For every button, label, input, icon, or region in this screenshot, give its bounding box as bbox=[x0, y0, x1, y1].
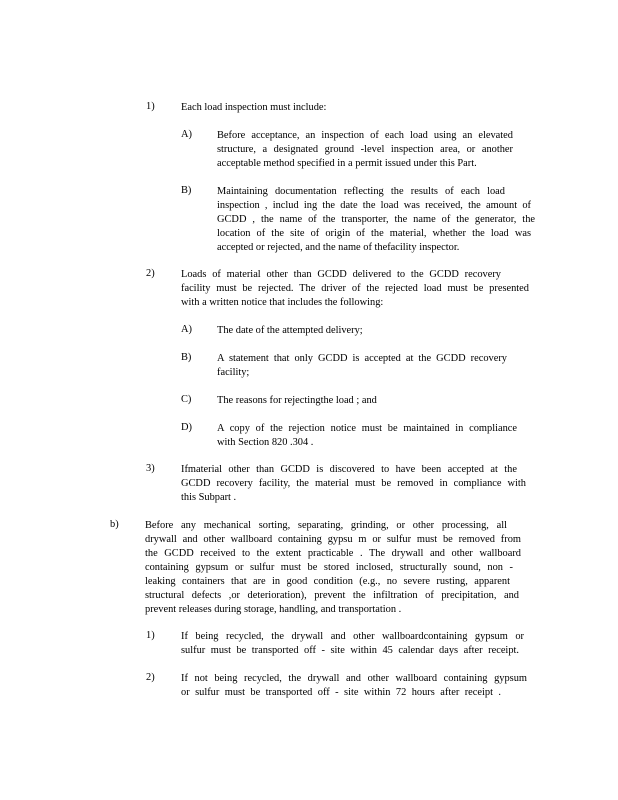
text-line: A statement that only GCDD is accepted at the GCDD recovery bbox=[217, 353, 507, 364]
item-label-1: 1) bbox=[146, 101, 155, 112]
text-line: Before acceptance, an inspection of each load using an elevated bbox=[217, 130, 513, 141]
text-line: location of the site of origin of the material, whether the load was bbox=[217, 228, 531, 239]
text-line: acceptable method specified in a permit issued under this Part. bbox=[217, 158, 477, 169]
text-line: If not being recycled, the drywall and other wallboard containing gypsum bbox=[181, 673, 527, 684]
text-line: GCDD recovery facility, the material must be removed in compliance with bbox=[181, 478, 526, 489]
text-line: The date of the attempted delivery; bbox=[217, 325, 363, 336]
text-line: sulfur must be transported off - site within 45 calendar days after receipt. bbox=[181, 645, 519, 656]
item-label-2: 2) bbox=[146, 268, 155, 279]
part-b-item-label-1: 1) bbox=[146, 630, 155, 641]
text-line: Maintaining documentation reflecting the results of each load bbox=[217, 186, 505, 197]
text-line: structural defects ,or deterioration), prevent the infiltration of precipitation, and bbox=[145, 590, 519, 601]
subitem-2a-text bbox=[217, 324, 517, 338]
text-line: with Section 820 .304 . bbox=[217, 437, 314, 448]
item-3-text bbox=[181, 463, 526, 505]
text-line: Loads of material other than GCDD delivered to the GCDD recovery bbox=[181, 269, 501, 280]
part-b-item-2-text bbox=[181, 672, 527, 700]
text-line: If being recycled, the drywall and other wallboardcontaining gypsum or bbox=[181, 631, 524, 642]
text-line: prevent releases during storage, handling, and transportation . bbox=[145, 604, 402, 615]
subitem-label-2c: C) bbox=[181, 394, 192, 405]
item-1-text bbox=[181, 101, 531, 115]
text-line: the GCDD received to the extent practicable . The drywall and other wallboard bbox=[145, 548, 521, 559]
subitem-2c-text bbox=[217, 394, 517, 408]
subitem-label-2a: A) bbox=[181, 324, 192, 335]
subitem-label-2d: D) bbox=[181, 422, 192, 433]
text-line: accepted or rejected, and the name of thefacility inspector. bbox=[217, 242, 460, 253]
text-line: A copy of the rejection notice must be maintained in compliance bbox=[217, 423, 517, 434]
subitem-1a-text bbox=[217, 129, 513, 171]
text-line: inspection , includ ing the date the load was received, the amount of bbox=[217, 200, 531, 211]
subitem-label-1b: B) bbox=[181, 185, 192, 196]
text-line: Before any mechanical sorting, separating, grinding, or other processing, all bbox=[145, 520, 507, 531]
part-label-b: b) bbox=[110, 519, 119, 530]
subitem-2d-text bbox=[217, 422, 517, 450]
text-line: GCDD , the name of the transporter, the name of the generator, the bbox=[217, 214, 535, 225]
text-line: with a written notice that includes the following: bbox=[181, 297, 384, 308]
text-line: The reasons for rejectingthe load ; and bbox=[217, 395, 377, 406]
text-line: Each load inspection must include: bbox=[181, 102, 327, 113]
text-line: this Subpart . bbox=[181, 492, 237, 503]
text-line: facility; bbox=[217, 367, 250, 378]
part-b-item-label-2: 2) bbox=[146, 672, 155, 683]
item-label-3: 3) bbox=[146, 463, 155, 474]
text-line: drywall and other wallboard containing gypsu m or sulfur must be removed from bbox=[145, 534, 521, 545]
text-line: facility must be rejected. The driver of the rejected load must be presented bbox=[181, 283, 529, 294]
subitem-label-1a: A) bbox=[181, 129, 192, 140]
subitem-label-2b: B) bbox=[181, 352, 192, 363]
text-line: Ifmaterial other than GCDD is discovered to have been accepted at the bbox=[181, 464, 517, 475]
subitem-2b-text bbox=[217, 352, 507, 380]
text-line: or sulfur must be transported off - site within 72 hours after receipt . bbox=[181, 687, 501, 698]
text-line: structure, a designated ground -level inspection area, or another bbox=[217, 144, 513, 155]
text-line: containing gypsum or sulfur must be stored inclosed, structurally sound, non - bbox=[145, 562, 513, 573]
text-line: leaking containers that are in good condition (e.g., no severe rusting, apparent bbox=[145, 576, 510, 587]
subitem-1b-text bbox=[217, 185, 535, 255]
part-b-text bbox=[145, 519, 521, 617]
item-2-text bbox=[181, 268, 529, 310]
part-b-item-1-text bbox=[181, 630, 524, 658]
